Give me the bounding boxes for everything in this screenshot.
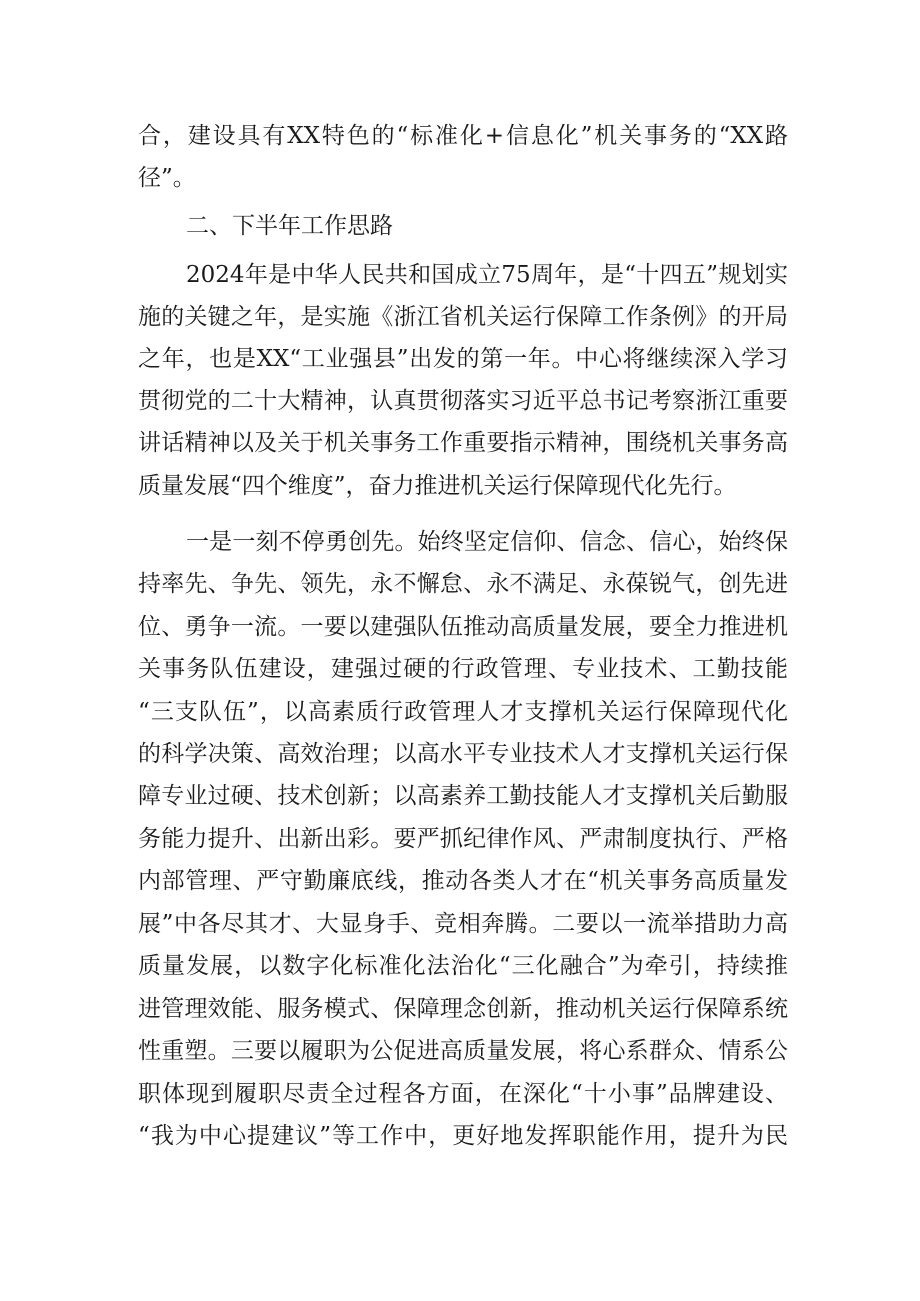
- text-line: 贯彻党的二十大精神，认真贯彻落实习近平总书记考察浙江重要: [138, 388, 788, 414]
- text-line: “三支队伍”，以高素质行政管理人才支撑机关运行保障现代化: [138, 699, 788, 725]
- text-line: 之年，也是XX“工业强县”出发的第一年。中心将继续深入学习: [138, 346, 788, 372]
- text-line: 进管理效能、服务模式、保障理念创新，推动机关运行保障系统: [138, 996, 788, 1022]
- text-line: 位、勇争一流。一要以建强队伍推动高质量发展，要全力推进机: [138, 614, 788, 640]
- text-line: 合，建设具有XX特色的“标准化+信息化”机关事务的“XX路: [138, 123, 788, 149]
- text-line: 关事务队伍建设，建强过硬的行政管理、专业技术、工勤技能: [138, 656, 788, 682]
- section-heading: 二、下半年工作思路: [186, 213, 393, 239]
- text-line: 性重塑。三要以履职为公促进高质量发展，将心系群众、情系公: [138, 1038, 788, 1064]
- text-line: 的科学决策、高效治理；以高水平专业技术人才支撑机关运行保: [138, 741, 788, 767]
- text-line: 质量发展“四个维度”，奋力推进机关运行保障现代化先行。: [138, 473, 737, 499]
- text-line: 讲话精神以及关于机关事务工作重要指示精神，围绕机关事务高: [138, 430, 788, 456]
- text-line: 质量发展，以数字化标准化法治化“三化融合”为牵引，持续推: [138, 953, 788, 979]
- text-line: 径”。: [138, 165, 196, 191]
- text-line: 展”中各尽其才、大显身手、竞相奔腾。二要以一流举措助力高: [138, 911, 788, 937]
- text-line: 务能力提升、出新出彩。要严抓纪律作风、严肃制度执行、严格: [138, 826, 788, 852]
- text-line: 一是一刻不停勇创先。始终坚定信仰、信念、信心，始终保: [186, 529, 788, 555]
- text-line: 障专业过硬、技术创新；以高素养工勤技能人才支撑机关后勤服: [138, 783, 788, 809]
- text-line: 施的关键之年，是实施《浙江省机关运行保障工作条例》的开局: [138, 304, 788, 330]
- text-line: 2024年是中华人民共和国成立75周年，是“十四五”规划实: [186, 262, 788, 288]
- text-line: 内部管理、严守勤廉底线，推动各类人才在“机关事务高质量发: [138, 868, 788, 894]
- text-line: 持率先、争先、领先，永不懈怠、永不满足、永葆锐气，创先进: [138, 571, 788, 597]
- text-line: 职体现到履职尽责全过程各方面，在深化“十小事”品牌建设、: [138, 1081, 788, 1107]
- text-line: “我为中心提建议”等工作中，更好地发挥职能作用，提升为民: [138, 1123, 788, 1149]
